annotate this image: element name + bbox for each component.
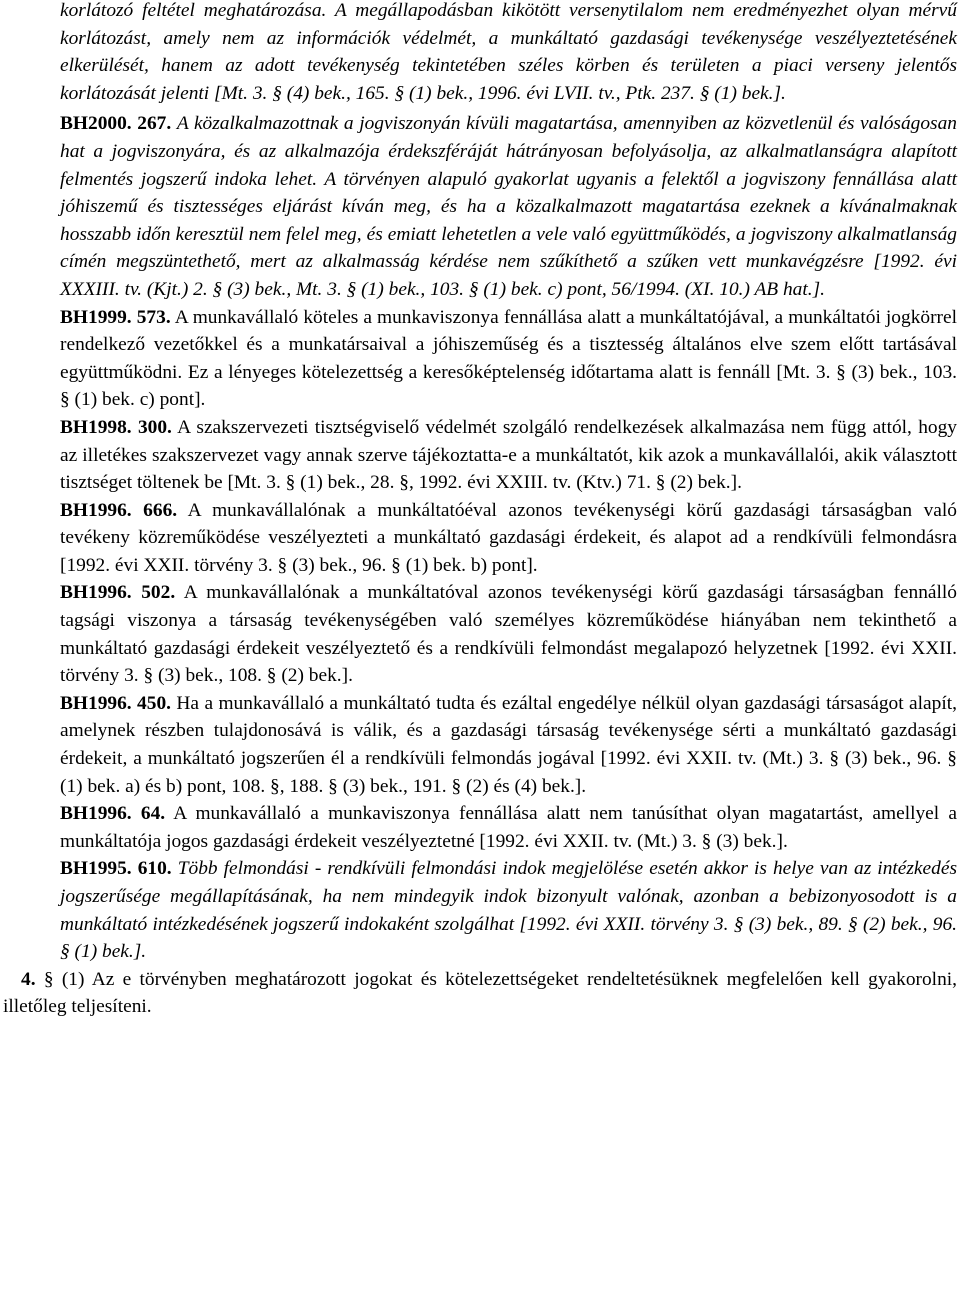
case-reference: BH2000. 267. bbox=[60, 113, 172, 135]
case-summary: A munkavállalónak a munkáltatóéval azonos tevékenységi körű gazdasági társaságban való tevékeny közreműködése veszélyezteti a munkáltató gazdasági érdekeit, és alapot ad a rendkívüli felmondásra [1992. évi XXII. törvény 3. § (3) bek., 96. § (1) bek. b) pont]. bbox=[60, 499, 957, 576]
section-number: 4. bbox=[21, 968, 36, 990]
intro-paragraph bbox=[0, 0, 960, 107]
intro-text: korlátozó feltétel meghatározása. A megállapodásban kikötött versenytilalom nem eredményezhet olyan mérvű korlátozást, amely nem az információk védelmét, a munkáltató gazdasági tevékenysége veszélyeztetésének elkerülését, hanem az adott tevékenység tekintetében széles körben és területen a piaci verseny jelentős korlátozását jelenti [Mt. 3. § (4) bek., 165. § (1) bek., 1996. évi LVII. tv., Ptk. 237. § (1) bek.]. bbox=[60, 0, 957, 104]
case-summary: A közalkalmazottnak a jogviszonyán kívüli magatartása, amennyiben az közvetlenül és valóságosan hat a jogviszonyára, és az alkalmazója érdekszféráját hátrányosan befolyásolja, az alkalmatlanságra alapított felmentés jogszerű indoka lehet. A törvényen alapuló gyakorlat ugyanis a felektől a jogviszony fennállása alatt jóhiszemű és tisztességes eljárást kíván meg, és ha a közalkalmazott magatartása ezeknek a kívánalmaknak hosszabb időn keresztül nem felel meg, és emiatt lehetetlen a vele való együttműködés, a jogviszony alkalmatlanság címén megszüntethető, mert az alkalmasság kérdése nem szűkíthető a szűken vett munkavégzésre [1992. évi XXXIII. tv. (Kjt.) 2. § (3) bek., Mt. 3. § (1) bek., 103. § (1) bek. c) pont, 56/1994. (XI. 10.) AB hat.]. bbox=[60, 113, 957, 300]
section-text: § (1) Az e törvényben meghatározott jogokat és kötelezettségeket rendeltetésüknek megfelelően kell gyakorolni, illetőleg teljesíteni. bbox=[3, 968, 957, 1018]
case-reference: BH1996. 450. bbox=[60, 692, 171, 714]
case-summary: Ha a munkavállaló a munkáltató tudta és ezáltal engedélye nélkül olyan gazdasági társaságot alapít, amelynek részben tulajdonosává is válik, és a gazdasági társaság tevékenysége sérti a munkáltató gazdasági érdekeit, a munkáltató jogszerűen él a rendkívüli felmondás jogával [1992. évi XXII. tv. (Mt.) 3. § (3) bek., 96. § (1) bek. a) és b) pont, 108. §, 188. § (3) bek., 191. § (2) és (4) bek.]. bbox=[60, 692, 957, 797]
case-reference: BH1995. 610. bbox=[60, 858, 172, 880]
case-summary: A szakszervezeti tisztségviselő védelmét szolgáló rendelkezések alkalmazása nem függ attól, hogy az illetékes szakszervezet vagy annak szerve tájékoztatta-e a munkáltatót, kik azok a munkavállalói, akik választott tisztséget töltenek be [Mt. 3. § (1) bek., 28. §, 1992. évi XXIII. tv. (Ktv.) 71. § (2) bek.]. bbox=[60, 416, 957, 494]
case-summary: A munkavállaló köteles a munkaviszonya fennállása alatt a munkáltatójával, a munkáltatói jogkörrel rendelkező vezetőkkel és a munkatársaival a jóhiszeműség és a tisztesség általános elve szem előtt tartásával együttműködni. Ez a lényeges kötelezettség a keresőképtelenség időtartama alatt is fennáll [Mt. 3. § (3) bek., 103. § (1) bek. c) pont]. bbox=[60, 306, 957, 411]
case-reference: BH1996. 666. bbox=[60, 499, 178, 521]
case-reference: BH1998. 300. bbox=[60, 416, 172, 438]
case-summary: A munkavállaló a munkaviszonya fennállása alatt nem tanúsíthat olyan magatartást, amellyel a munkáltatója jogos gazdasági érdekeit veszélyeztetné [1992. évi XXII. tv. (Mt.) 3. § (3) bek.]. bbox=[60, 803, 958, 852]
case-reference: BH1996. 64. bbox=[60, 803, 166, 825]
case-summary: Több felmondási - rendkívüli felmondási indok megjelölése esetén akkor is helye van az intézkedés jogszerűsége megállapításának, ha nem mindegyik indok bizonyult valónak, azonban a bebizonyosodott is a munkáltató intézkedésének jogszerű indokaként szolgálhat [1992. évi XXII. törvény 3. § (3) bek., 89. § (2) bek., 96. § (1) bek.]. bbox=[60, 858, 957, 963]
case-reference: BH1999. 573. bbox=[60, 306, 171, 328]
case-law-entry bbox=[0, 414, 960, 497]
case-law-entry bbox=[0, 304, 960, 414]
case-law-entry bbox=[0, 110, 960, 303]
section-paragraph bbox=[0, 966, 960, 1021]
case-law-entry bbox=[0, 855, 960, 965]
case-law-entry bbox=[0, 690, 960, 800]
case-law-entry bbox=[0, 800, 960, 855]
case-law-entry bbox=[0, 579, 960, 689]
case-reference: BH1996. 502. bbox=[60, 582, 176, 604]
case-law-list bbox=[0, 110, 960, 965]
case-law-entry bbox=[0, 497, 960, 580]
case-summary: A munkavállalónak a munkáltatóval azonos tevékenységi körű gazdasági társaságban fennálló tagsági viszonya a társaság tevékenységében való személyes közreműködése hiányában nem tekinthető a munkáltató gazdasági érdekeit veszélyeztető és a rendkívüli felmondást megalapozó helyzetnek [1992. évi XXII. törvény 3. § (3) bek., 108. § (2) bek.]. bbox=[60, 582, 957, 687]
